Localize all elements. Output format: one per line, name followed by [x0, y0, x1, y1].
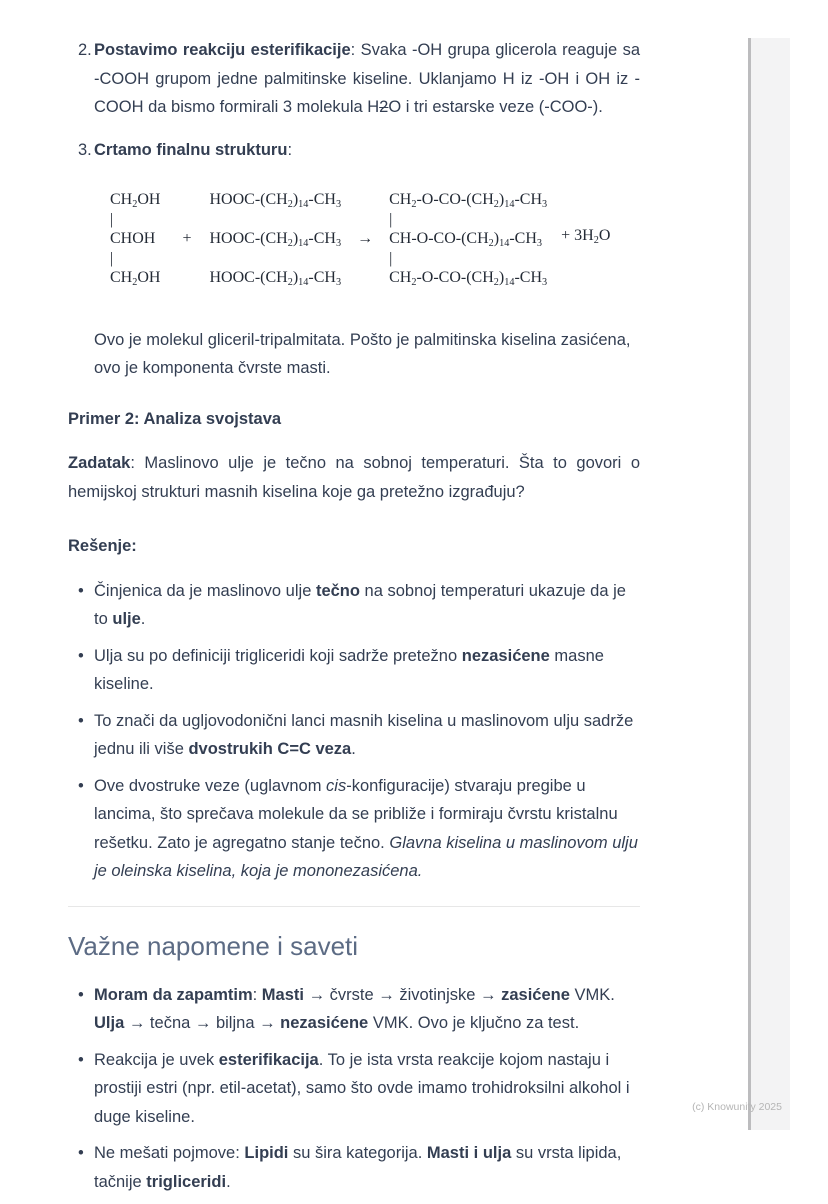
resenje-bullet-list: [68, 577, 640, 886]
bullet-text: Činjenica da je maslinovo ulje tečno na sobnoj temperaturi ukazuje da je to ulje.: [94, 581, 626, 628]
document-content: [68, 36, 640, 1204]
section-heading: Važne napomene i saveti: [68, 930, 359, 961]
glycerol-column: [110, 190, 160, 288]
ester-line: $CH_2-O-CO-(CH_2)_{14}-CH_3$: [389, 269, 548, 288]
section-divider: [68, 906, 640, 907]
step-2-text: Postavimo reakciju esterifikacije: Svaka -OH grupa glicerola reaguje sa -COOH grupom jedne palmitinske kiseline. Uklanjamo H iz -OH i OH iz -COOH da bismo formirali 3 molekula H2O i tri estarske veze (-COO-).: [94, 41, 641, 116]
plus-sign: +: [182, 229, 192, 247]
glycerol-line: $CH_2OH$: [110, 191, 161, 210]
glycerol-line: CHOH: [110, 230, 156, 247]
notes-bullet-list: [68, 981, 640, 1197]
reaction-arrow-icon: [357, 190, 373, 288]
list-item-step-3: [68, 136, 640, 383]
list-item-step-2: [68, 36, 640, 122]
list-number: 2.: [78, 41, 92, 59]
water-term: [561, 190, 610, 288]
water-formula: + $3H_2O$: [561, 227, 611, 246]
acid-column: [210, 190, 342, 288]
bullet-icon: •: [78, 776, 84, 795]
scrollbar[interactable]: [748, 38, 790, 1130]
list-item: [68, 642, 640, 699]
list-item: [68, 577, 640, 634]
bullet-icon: •: [78, 711, 84, 730]
ester-line: $CH-O-CO-(CH_2)_{14}-CH_3$: [389, 230, 543, 249]
bullet-text: Ulja su po definiciji trigliceridi koji sadrže pretežno nezasićene masne kiseline.: [94, 646, 604, 693]
list-item: [68, 707, 640, 764]
glycerol-line: $CH_2OH$: [110, 269, 161, 288]
bullet-icon: •: [78, 646, 84, 665]
bullet-text: Moram da zapamtim: Masti → čvrste → životinjske → zasićene VMK. Ulja → tečna → biljna → nezasićene VMK. Ovo je ključno za test.: [94, 985, 615, 1032]
primer2-title: Primer 2: Analiza svojstava: [68, 409, 282, 428]
acid-line: HOOC-$(CH_2)_{14}-CH_3$: [209, 269, 342, 288]
list-number: 3.: [78, 140, 92, 159]
arrow-glyph: →: [357, 229, 374, 247]
plus-operator: [182, 190, 191, 288]
bullet-text: Ove dvostruke veze (uglavnom cis-konfiguracije) stvaraju pregibe u lancima, što sprečava molekule da se približe i formiraju čvrstu kristalnu rešetku. Zato je agregatno stanje tečno. Glavna kiselina u maslinovom ulju je oleinska kiselina, koja je mononezasićena.: [94, 776, 638, 880]
bullet-icon: •: [78, 1144, 84, 1162]
bond-line: |: [389, 249, 393, 267]
bullet-text: Ne mešati pojmove: Lipidi su šira kategorija. Masti i ulja su vrsta lipida, tačnije trigliceridi.: [94, 1144, 622, 1191]
list-item: [68, 981, 640, 1038]
step-3-conclusion: Ovo je molekul gliceril-tripalmitata. Pošto je palmitinska kiselina zasićena, ovo je komponenta čvrste masti.: [94, 330, 631, 377]
spacer-line: [210, 249, 342, 269]
list-item: [68, 1046, 640, 1132]
bullet-icon: •: [78, 1050, 84, 1069]
bullet-icon: •: [78, 985, 84, 1004]
bullet-icon: •: [78, 581, 84, 600]
bond-line: |: [110, 249, 114, 267]
resenje-label: Rešenje:: [68, 537, 137, 555]
bullet-text: Reakcija je uvek esterifikacija. To je ista vrsta reakcije kojom nastaju i prostiji estri (npr. etil-acetat), samo što ovde imamo trohidroksilni alkohol i duge kiseline.: [94, 1050, 630, 1126]
step-3-text: Crtamo finalnu strukturu:: [94, 140, 293, 159]
ester-line: $CH_2-O-CO-(CH_2)_{14}-CH_3$: [389, 191, 548, 210]
list-item: [68, 772, 640, 886]
acid-line: HOOC-$(CH_2)_{14}-CH_3$: [209, 191, 342, 210]
bullet-text: To znači da ugljovodonični lanci masnih kiselina u maslinovom ulju sadrže jednu ili više dvostrukih C=C veza.: [94, 711, 634, 758]
list-item: [68, 1139, 640, 1196]
copyright-footer: (c) Knowunity 2025: [692, 1101, 782, 1113]
step-3-body: [94, 136, 640, 383]
bond-line: |: [389, 210, 393, 228]
chemical-equation: [110, 190, 640, 288]
ester-column: [389, 190, 547, 288]
spacer-line: [210, 210, 342, 230]
acid-line: HOOC-$(CH_2)_{14}-CH_3$: [209, 230, 342, 249]
zadatak-paragraph: Zadatak: Maslinovo ulje je tečno na sobnoj temperaturi. Šta to govori o hemijskoj strukturi masnih kiselina koje ga pretežno izgrađuju?: [68, 454, 640, 501]
steps-list: [68, 36, 640, 383]
bond-line: |: [110, 210, 114, 228]
